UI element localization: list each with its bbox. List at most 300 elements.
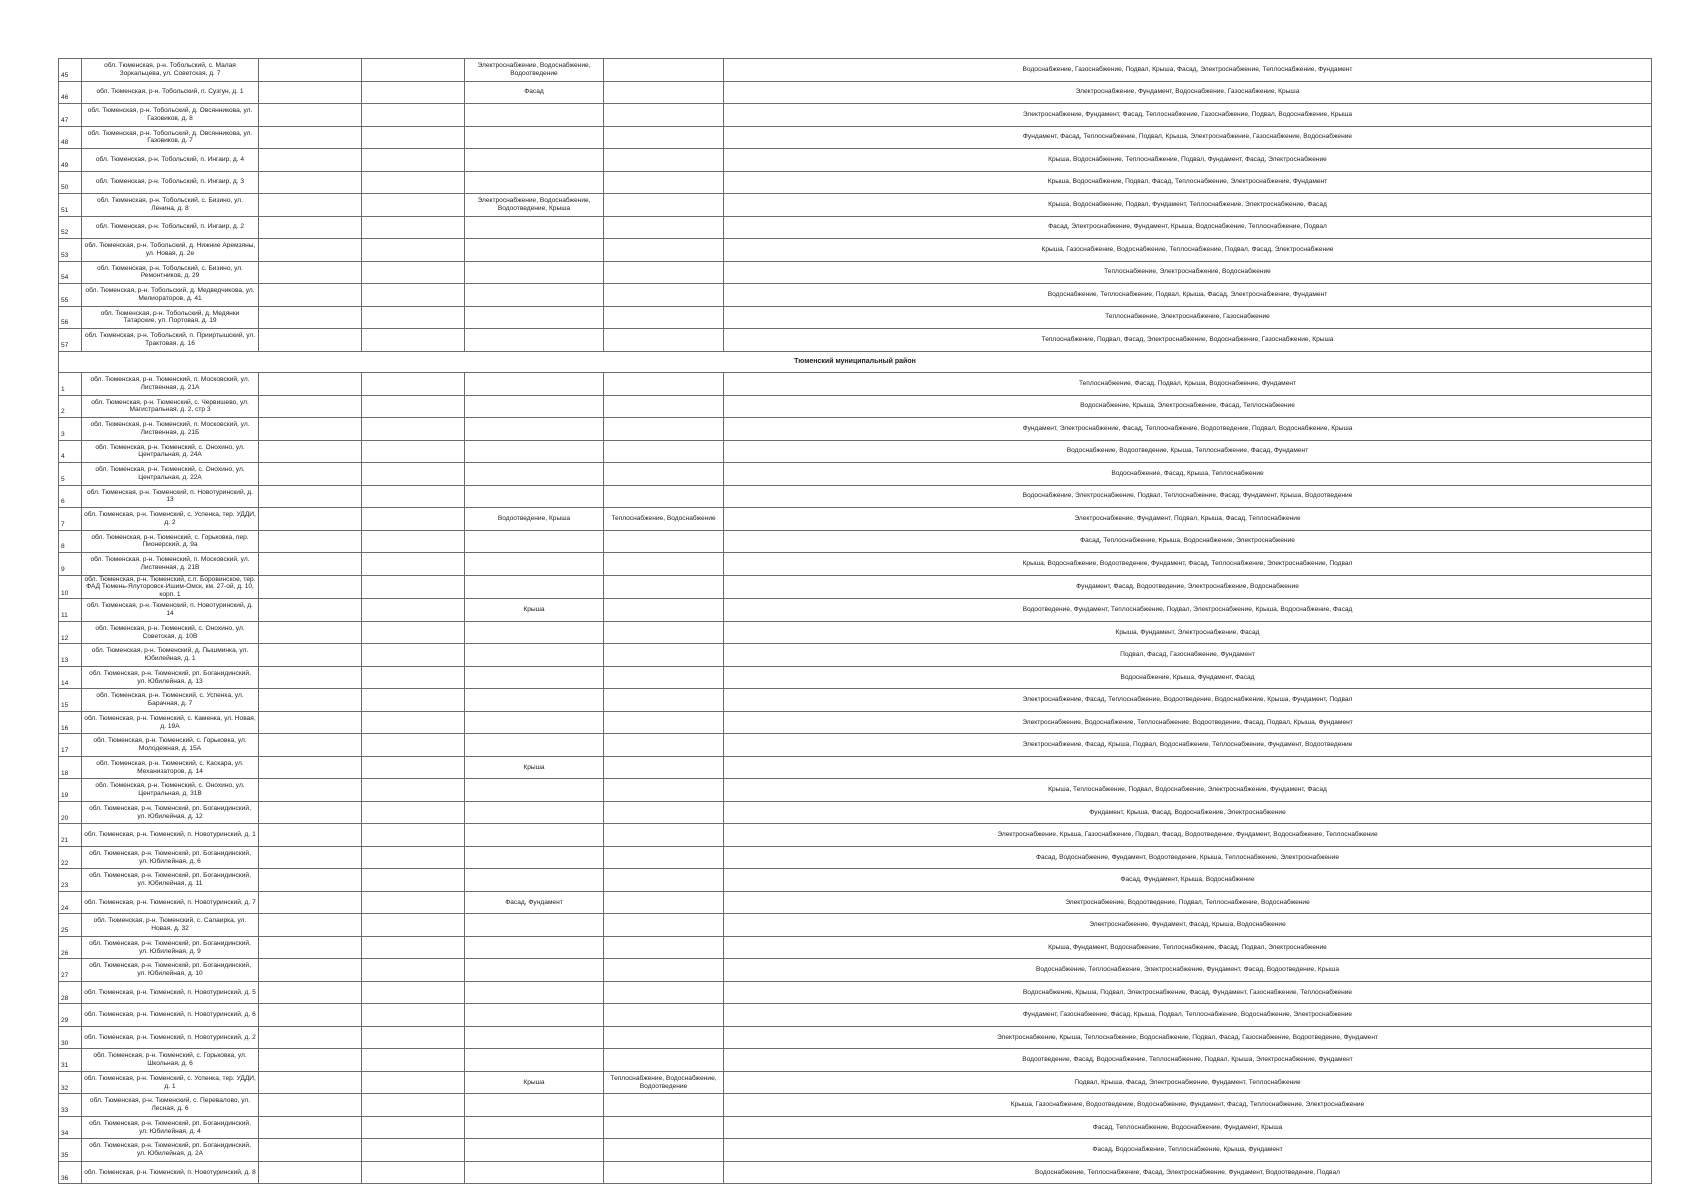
empty-cell [362,553,465,576]
works-list-cell: Подвал, Фасад, Газоснабжение, Фундамент [724,644,1652,667]
row-number-cell: 21 [59,824,82,847]
work-type-cell: Крыша [465,599,604,622]
address-cell: обл. Тюменская, р-н. Тюменский, п. Новотуринский, д. 14 [82,599,259,622]
work-type-cell-2 [604,440,724,463]
table-row [59,194,1652,217]
table-body-tyumen [59,373,1652,1184]
work-type-cell-2 [604,149,724,172]
work-type-cell-2 [604,418,724,441]
table-row [59,395,1652,418]
table-row [59,869,1652,892]
empty-cell [362,485,465,508]
works-list-cell: Водоотведение, Фундамент, Теплоснабжение, Подвал, Электроснабжение, Крыша, Водоснабжение, Фасад [724,599,1652,622]
empty-cell [362,81,465,104]
works-list-cell: Электроснабжение, Фундамент, Фасад, Крыша, Водоснабжение [724,914,1652,937]
row-number-cell: 14 [59,666,82,689]
address-cell: обл. Тюменская, р-н. Тюменский, с. Горьковка, ул. Молодежная, д. 15А [82,734,259,757]
table-row [59,329,1652,352]
table-row [59,149,1652,172]
work-type-cell [465,711,604,734]
table-row [59,485,1652,508]
table-row [59,846,1652,869]
row-number-cell: 45 [59,59,82,82]
work-type-cell-2 [604,261,724,284]
table-row [59,734,1652,757]
work-type-cell [465,126,604,149]
work-type-cell [465,824,604,847]
empty-cell [259,891,362,914]
work-type-cell-2 [604,734,724,757]
address-cell: обл. Тюменская, р-н. Тобольский, с. Бизино, ул. Ремонтников, д. 29 [82,261,259,284]
empty-cell [259,329,362,352]
row-number-cell: 1 [59,373,82,396]
table-row [59,104,1652,127]
row-number-cell: 15 [59,689,82,712]
works-list-cell: Электроснабжение, Фасад, Крыша, Подвал, Водоснабжение, Теплоснабжение, Фундамент, Водоотведение [724,734,1652,757]
table-row [59,599,1652,622]
work-type-cell: Фасад [465,81,604,104]
table-row [59,914,1652,937]
empty-cell [259,216,362,239]
works-list-cell: Фундамент, Электроснабжение, Фасад, Теплоснабжение, Водоотведение, Подвал, Водоснабжение, Крыша [724,418,1652,441]
works-list-cell: Теплоснабжение, Фасад, Подвал, Крыша, Водоснабжение, Фундамент [724,373,1652,396]
table-row [59,824,1652,847]
work-type-cell-2 [604,329,724,352]
work-type-cell [465,104,604,127]
work-type-cell-2 [604,553,724,576]
table-row [59,530,1652,553]
work-type-cell-2 [604,1161,724,1184]
work-type-cell-2 [604,485,724,508]
row-number-cell: 18 [59,756,82,779]
address-cell: обл. Тюменская, р-н. Тюменский, рп. Боганидинский, ул. Юбилейная, д. 6 [82,846,259,869]
row-number-cell: 31 [59,1049,82,1072]
work-type-cell [465,329,604,352]
work-type-cell-2 [604,621,724,644]
row-number-cell: 52 [59,216,82,239]
row-number-cell: 48 [59,126,82,149]
empty-cell [259,575,362,599]
address-cell: обл. Тюменская, р-н. Тобольский, п. Ингаир, д. 3 [82,171,259,194]
empty-cell [362,846,465,869]
empty-cell [362,373,465,396]
works-list-cell [724,756,1652,779]
table-row [59,1161,1652,1184]
address-cell: обл. Тюменская, р-н. Тюменский, с. Успенка, тер. УДДИ, д. 1 [82,1071,259,1094]
empty-cell [259,284,362,307]
works-list-cell: Водоснабжение, Крыша, Фундамент, Фасад [724,666,1652,689]
address-cell: обл. Тюменская, р-н. Тюменский, п. Новотуринский, д. 8 [82,1161,259,1184]
empty-cell [259,1071,362,1094]
empty-cell [259,734,362,757]
work-type-cell-2 [604,1116,724,1139]
table-row [59,1116,1652,1139]
work-type-cell-2 [604,824,724,847]
works-list-cell: Электроснабжение, Фундамент, Фасад, Теплоснабжение, Газоснабжение, Подвал, Водоснабжение, Крыша [724,104,1652,127]
works-list-cell: Водоснабжение, Крыша, Подвал, Электроснабжение, Фасад, Фундамент, Газоснабжение, Теплоснабжение [724,981,1652,1004]
row-number-cell: 53 [59,239,82,262]
empty-cell [259,59,362,82]
empty-cell [362,959,465,982]
address-cell: обл. Тюменская, р-н. Тобольский, д. Овсянникова, ул. Газовиков, д. 8 [82,104,259,127]
empty-cell [362,666,465,689]
works-list-cell: Крыша, Фундамент, Водоснабжение, Теплоснабжение, Фасад, Подвал, Электроснабжение [724,936,1652,959]
table-row [59,621,1652,644]
address-cell: обл. Тюменская, р-н. Тюменский, п. Новотуринский, д. 7 [82,891,259,914]
empty-cell [259,194,362,217]
empty-cell [259,1004,362,1027]
empty-cell [362,329,465,352]
work-type-cell [465,621,604,644]
works-list-cell: Водоснабжение, Электроснабжение, Подвал, Теплоснабжение, Фасад, Фундамент, Крыша, Водоотведение [724,485,1652,508]
works-list-cell: Фасад, Фундамент, Крыша, Водоснабжение [724,869,1652,892]
address-cell: обл. Тюменская, р-н. Тюменский, рп. Боганидинский, ул. Юбилейная, д. 2А [82,1139,259,1162]
row-number-cell: 56 [59,306,82,329]
address-cell: обл. Тюменская, р-н. Тюменский, с. Салаирка, ул. Новая, д. 32 [82,914,259,937]
address-cell: обл. Тюменская, р-н. Тюменский, рп. Боганидинский, ул. Юбилейная, д. 9 [82,936,259,959]
table-row [59,981,1652,1004]
empty-cell [259,463,362,486]
work-type-cell-2 [604,216,724,239]
address-cell: обл. Тюменская, р-н. Тюменский, рп. Боганидинский, ул. Юбилейная, д. 4 [82,1116,259,1139]
row-number-cell: 10 [59,575,82,599]
empty-cell [362,171,465,194]
work-type-cell [465,575,604,599]
empty-cell [259,1139,362,1162]
work-type-cell-2 [604,981,724,1004]
row-number-cell: 46 [59,81,82,104]
address-cell: обл. Тюменская, р-н. Тюменский, с. Успенка, тер. УДДИ, д. 2 [82,508,259,531]
empty-cell [259,801,362,824]
empty-cell [362,261,465,284]
work-type-cell-2 [604,936,724,959]
address-cell: обл. Тюменская, р-н. Тобольский, с. Малая Зоркальцева, ул. Советская, д. 7 [82,59,259,82]
address-cell: обл. Тюменская, р-н. Тюменский, с. Горьковка, пер. Пионерский, д. 9а [82,530,259,553]
works-list-cell: Крыша, Водоснабжение, Водоотведение, Фундамент, Фасад, Теплоснабжение, Электроснабжение, Подвал [724,553,1652,576]
address-cell: обл. Тюменская, р-н. Тобольский, п. Сузгун, д. 1 [82,81,259,104]
work-type-cell-2 [604,1094,724,1117]
works-list-cell: Теплоснабжение, Подвал, Фасад, Электроснабжение, Водоснабжение, Газоснабжение, Крыша [724,329,1652,352]
works-list-cell: Водоотведение, Фасад, Водоснабжение, Теплоснабжение, Подвал, Крыша, Электроснабжение, Фундамент [724,1049,1652,1072]
work-type-cell [465,239,604,262]
works-list-cell: Водоснабжение, Крыша, Электроснабжение, Фасад, Теплоснабжение [724,395,1652,418]
work-type-cell [465,914,604,937]
empty-cell [362,59,465,82]
work-type-cell-2 [604,959,724,982]
address-cell: обл. Тюменская, р-н. Тюменский, п. Московский, ул. Лиственная, д. 21А [82,373,259,396]
works-list-cell: Водоснабжение, Фасад, Крыша, Теплоснабжение [724,463,1652,486]
empty-cell [362,575,465,599]
table-row [59,216,1652,239]
empty-cell [259,104,362,127]
table-row [59,553,1652,576]
works-list-cell: Электроснабжение, Водоснабжение, Теплоснабжение, Водоотведение, Фасад, Подвал, Крыша, Фундамент [724,711,1652,734]
row-number-cell: 27 [59,959,82,982]
work-type-cell-2 [604,1139,724,1162]
work-type-cell-2 [604,1049,724,1072]
row-number-cell: 30 [59,1026,82,1049]
work-type-cell-2 [604,59,724,82]
row-number-cell: 28 [59,981,82,1004]
empty-cell [362,711,465,734]
works-list-cell: Фасад, Теплоснабжение, Крыша, Водоснабжение, Электроснабжение [724,530,1652,553]
empty-cell [362,801,465,824]
works-list-cell: Фундамент, Газоснабжение, Фасад, Крыша, Подвал, Теплоснабжение, Водоснабжение, Электроснабжение [724,1004,1652,1027]
table-row [59,644,1652,667]
address-cell: обл. Тюменская, р-н. Тюменский, п. Московский, ул. Лиственная, д. 21Б [82,418,259,441]
empty-cell [259,373,362,396]
work-type-cell [465,734,604,757]
work-type-cell-2 [604,756,724,779]
row-number-cell: 3 [59,418,82,441]
address-cell: обл. Тюменская, р-н. Тобольский, с. Бизино, ул. Ленина, д. 8 [82,194,259,217]
row-number-cell: 57 [59,329,82,352]
work-type-cell-2 [604,575,724,599]
row-number-cell: 9 [59,553,82,576]
table-row [59,575,1652,599]
empty-cell [259,824,362,847]
address-cell: обл. Тюменская, р-н. Тобольский, п. Ингаир, д. 2 [82,216,259,239]
work-type-cell-2 [604,689,724,712]
address-cell: обл. Тюменская, р-н. Тюменский, с. Каскара, ул. Механизаторов, д. 14 [82,756,259,779]
empty-cell [259,395,362,418]
table-row [59,1026,1652,1049]
empty-cell [259,599,362,622]
work-type-cell [465,846,604,869]
empty-cell [259,171,362,194]
works-list-cell: Крыша, Фундамент, Электроснабжение, Фасад [724,621,1652,644]
works-list-cell: Электроснабжение, Фасад, Теплоснабжение, Водоотведение, Водоснабжение, Крыша, Фундамент, Подвал [724,689,1652,712]
address-cell: обл. Тюменская, р-н. Тюменский, с. Онохино, ул. Центральная, д. 24А [82,440,259,463]
empty-cell [362,306,465,329]
row-number-cell: 24 [59,891,82,914]
address-cell: обл. Тюменская, р-н. Тобольский, д. Нижние Аремзяны, ул. Новая, д. 2е [82,239,259,262]
work-type-cell [465,261,604,284]
table-row [59,801,1652,824]
empty-cell [362,1026,465,1049]
empty-cell [362,1116,465,1139]
address-cell: обл. Тюменская, р-н. Тобольский, п. Прииртышский, ул. Трактовая, д. 16 [82,329,259,352]
row-number-cell: 36 [59,1161,82,1184]
work-type-cell [465,485,604,508]
empty-cell [362,599,465,622]
work-type-cell: Электроснабжение, Водоснабжение, Водоотведение, Крыша [465,194,604,217]
empty-cell [362,126,465,149]
table-row [59,1071,1652,1094]
empty-cell [362,914,465,937]
section-header-row-group [59,351,1652,373]
work-type-cell [465,284,604,307]
address-cell: обл. Тюменская, р-н. Тюменский, п. Новотуринский, д. 6 [82,1004,259,1027]
works-list-cell: Фундамент, Крыша, Фасад, Водоснабжение, Электроснабжение [724,801,1652,824]
address-cell: обл. Тюменская, р-н. Тюменский, с. Перевалово, ул. Лесная, д. 6 [82,1094,259,1117]
empty-cell [259,644,362,667]
empty-cell [362,621,465,644]
table-row [59,284,1652,307]
row-number-cell: 19 [59,779,82,802]
empty-cell [362,149,465,172]
works-list-cell: Водоснабжение, Газоснабжение, Подвал, Крыша, Фасад, Электроснабжение, Теплоснабжение, Фундамент [724,59,1652,82]
work-type-cell [465,936,604,959]
table-row [59,440,1652,463]
empty-cell [259,81,362,104]
empty-cell [259,621,362,644]
works-list-cell: Теплоснабжение, Электроснабжение, Газоснабжение [724,306,1652,329]
work-type-cell-2 [604,644,724,667]
address-cell: обл. Тюменская, р-н. Тобольский, д. Овсянникова, ул. Газовиков, д. 7 [82,126,259,149]
address-cell: обл. Тюменская, р-н. Тобольский, д. Медянки Татарские, ул. Портовая, д. 19 [82,306,259,329]
empty-cell [259,1161,362,1184]
empty-cell [362,689,465,712]
table-row [59,239,1652,262]
work-type-cell [465,644,604,667]
works-list-cell: Фасад, Водоснабжение, Фундамент, Водоотведение, Крыша, Теплоснабжение, Электроснабжение [724,846,1652,869]
empty-cell [362,508,465,531]
work-type-cell [465,1094,604,1117]
row-number-cell: 17 [59,734,82,757]
work-type-cell [465,779,604,802]
work-type-cell-2 [604,666,724,689]
empty-cell [259,959,362,982]
address-cell: обл. Тюменская, р-н. Тюменский, п. Новотуринский, д. 1 [82,824,259,847]
empty-cell [362,1161,465,1184]
works-list-cell: Водоснабжение, Теплоснабжение, Подвал, Крыша, Фасад, Электроснабжение, Фундамент [724,284,1652,307]
row-number-cell: 47 [59,104,82,127]
empty-cell [259,666,362,689]
table-row [59,126,1652,149]
row-number-cell: 25 [59,914,82,937]
work-type-cell [465,1161,604,1184]
work-type-cell-2 [604,869,724,892]
empty-cell [362,284,465,307]
works-list-cell: Водоснабжение, Теплоснабжение, Электроснабжение, Фундамент, Фасад, Водоотведение, Крыша [724,959,1652,982]
empty-cell [362,981,465,1004]
address-cell: обл. Тюменская, р-н. Тюменский, рп. Боганидинский, ул. Юбилейная, д. 13 [82,666,259,689]
work-type-cell-2 [604,846,724,869]
empty-cell [259,756,362,779]
work-type-cell [465,149,604,172]
table-row [59,81,1652,104]
work-type-cell [465,1026,604,1049]
works-list-cell: Электроснабжение, Фундамент, Подвал, Крыша, Фасад, Теплоснабжение [724,508,1652,531]
empty-cell [259,418,362,441]
address-cell: обл. Тюменская, р-н. Тюменский, п. Новотуринский, д. 2 [82,1026,259,1049]
works-list-cell: Электроснабжение, Крыша, Газоснабжение, Подвал, Фасад, Водоотведение, Фундамент, Водоснабжение, Теплоснабжение [724,824,1652,847]
empty-cell [362,756,465,779]
works-list-cell: Водоснабжение, Теплоснабжение, Фасад, Электроснабжение, Фундамент, Водоотведение, Подвал [724,1161,1652,1184]
address-cell: обл. Тюменская, р-н. Тюменский, п. Новотуринский, д. 5 [82,981,259,1004]
empty-cell [259,553,362,576]
row-number-cell: 54 [59,261,82,284]
empty-cell [259,936,362,959]
work-type-cell [465,418,604,441]
work-type-cell [465,440,604,463]
row-number-cell: 13 [59,644,82,667]
work-type-cell [465,530,604,553]
empty-cell [362,104,465,127]
table-row [59,666,1652,689]
work-type-cell [465,1004,604,1027]
works-list-cell: Крыша, Газоснабжение, Водоснабжение, Теплоснабжение, Подвал, Фасад, Электроснабжение [724,239,1652,262]
table-row [59,959,1652,982]
empty-cell [259,530,362,553]
empty-cell [362,463,465,486]
row-number-cell: 11 [59,599,82,622]
work-type-cell [465,1116,604,1139]
empty-cell [259,306,362,329]
empty-cell [259,149,362,172]
address-cell: обл. Тюменская, р-н. Тюменский, с. Червишево, ул. Магистральная, д. 2, стр 3 [82,395,259,418]
address-cell: обл. Тюменская, р-н. Тюменский, п. Московский, ул. Лиственная, д. 21В [82,553,259,576]
row-number-cell: 6 [59,485,82,508]
table-row [59,59,1652,82]
works-list-cell: Крыша, Водоснабжение, Подвал, Фасад, Теплоснабжение, Электроснабжение, Фундамент [724,171,1652,194]
empty-cell [362,1049,465,1072]
row-number-cell: 16 [59,711,82,734]
work-type-cell [465,1049,604,1072]
row-number-cell: 35 [59,1139,82,1162]
empty-cell [259,711,362,734]
work-type-cell-2 [604,1004,724,1027]
work-type-cell: Электроснабжение, Водоснабжение, Водоотведение [465,59,604,82]
works-list-cell: Теплоснабжение, Электроснабжение, Водоснабжение [724,261,1652,284]
empty-cell [362,936,465,959]
address-cell: обл. Тюменская, р-н. Тюменский, рп. Боганидинский, ул. Юбилейная, д. 10 [82,959,259,982]
work-type-cell-2 [604,373,724,396]
empty-cell [362,824,465,847]
works-table [58,58,1652,1184]
row-number-cell: 29 [59,1004,82,1027]
empty-cell [362,1071,465,1094]
address-cell: обл. Тюменская, р-н. Тобольский, д. Медведчикова, ул. Мелиораторов, д. 41 [82,284,259,307]
works-list-cell: Водоснабжение, Водоотведение, Крыша, Теплоснабжение, Фасад, Фундамент [724,440,1652,463]
row-number-cell: 12 [59,621,82,644]
row-number-cell: 2 [59,395,82,418]
work-type-cell [465,171,604,194]
work-type-cell [465,959,604,982]
section-header-row [59,351,1652,373]
work-type-cell-2 [604,779,724,802]
work-type-cell [465,463,604,486]
work-type-cell: Крыша [465,1071,604,1094]
work-type-cell-2 [604,530,724,553]
work-type-cell [465,1139,604,1162]
works-list-cell: Электроснабжение, Крыша, Теплоснабжение, Водоснабжение, Подвал, Фасад, Газоснабжение, Водоотведение, Фундамент [724,1026,1652,1049]
row-number-cell: 26 [59,936,82,959]
works-list-cell: Фасад, Электроснабжение, Фундамент, Крыша, Водоснабжение, Теплоснабжение, Подвал [724,216,1652,239]
table-body-tobolsk [59,59,1652,352]
row-number-cell: 23 [59,869,82,892]
empty-cell [362,418,465,441]
empty-cell [259,689,362,712]
empty-cell [259,239,362,262]
empty-cell [259,869,362,892]
works-list-cell: Фасад, Теплоснабжение, Водоснабжение, Фундамент, Крыша [724,1116,1652,1139]
address-cell: обл. Тюменская, р-н. Тюменский, с. Каменка, ул. Новая, д. 19А [82,711,259,734]
work-type-cell-2 [604,306,724,329]
empty-cell [362,216,465,239]
table-row [59,936,1652,959]
address-cell: обл. Тюменская, р-н. Тобольский, п. Ингаир, д. 4 [82,149,259,172]
empty-cell [362,734,465,757]
empty-cell [362,239,465,262]
empty-cell [362,440,465,463]
address-cell: обл. Тюменская, р-н. Тюменский, с.п. Боровинское, тер. ФАД Тюмень-Ялуторовск-Ишим-Омск, км. 27-ой, д. 10, корп. 1 [82,575,259,599]
row-number-cell: 51 [59,194,82,217]
work-type-cell: Водоотведение, Крыша [465,508,604,531]
empty-cell [259,1116,362,1139]
work-type-cell [465,666,604,689]
